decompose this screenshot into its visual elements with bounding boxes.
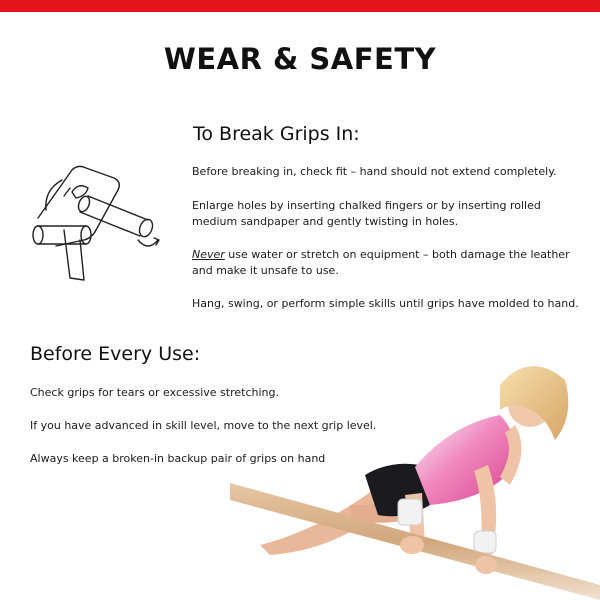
break-in-step-fit: Before breaking in, check fit – hand should not extend completely.: [192, 165, 557, 178]
break-in-step-enlarge: Enlarge holes by inserting chalked fingers or by inserting rolled medium sandpaper and gently twisting in holes.: [192, 199, 541, 228]
before-use-title: Before Every Use:: [30, 343, 201, 365]
before-use-item: Check grips for tears or excessive stretching.: [30, 386, 279, 399]
break-in-step-hang: Hang, swing, or perform simple skills until grips have molded to hand.: [192, 297, 579, 310]
before-use-item: If you have advanced in skill level, move to the next grip level.: [30, 419, 377, 432]
before-use-item: Always keep a broken-in backup pair of grips on hand: [30, 452, 326, 465]
page-title: WEAR & SAFETY: [163, 42, 437, 76]
grip-rolling-illustration: [26, 160, 176, 285]
gymnast-photo: [230, 355, 600, 600]
top-accent-bar: [0, 0, 600, 12]
never-rest-text: use water or stretch on equipment – both damage the leather and make it unsafe to use.: [192, 248, 570, 277]
break-in-step-never: [192, 247, 572, 279]
break-in-title: To Break Grips In:: [193, 123, 360, 145]
never-emphasis: Never: [192, 248, 225, 261]
